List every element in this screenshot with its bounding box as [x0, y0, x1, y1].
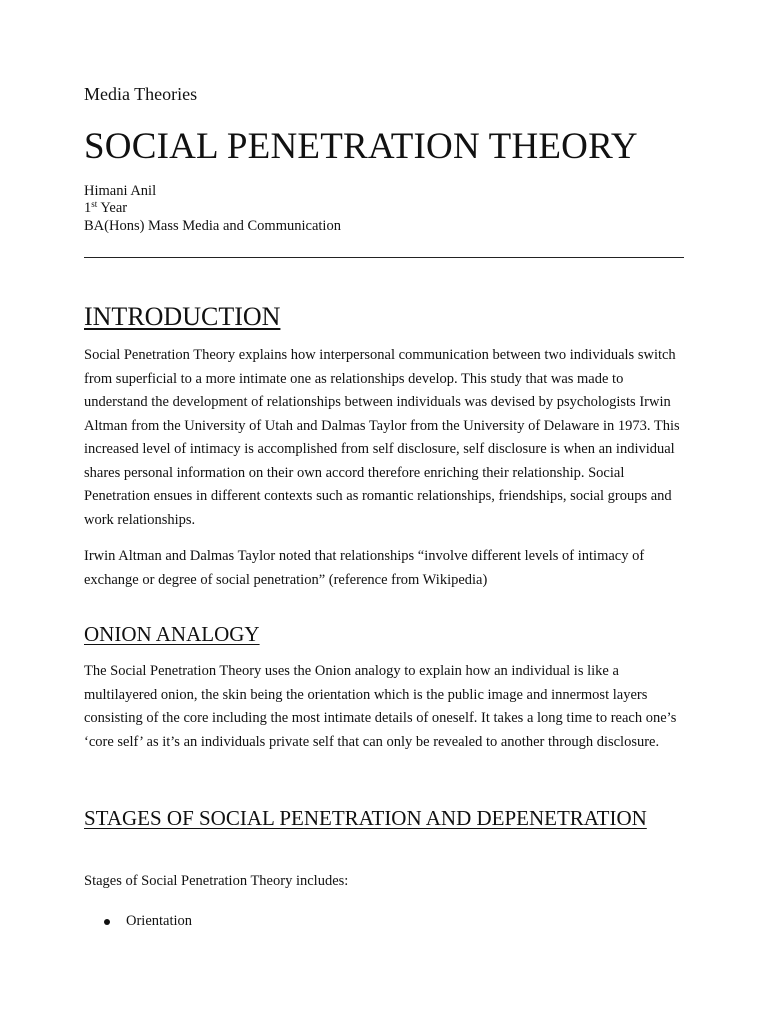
year-number: 1: [84, 200, 92, 216]
author-name: Himani Anil: [84, 183, 157, 199]
program-name: BA(Hons) Mass Media and Communication: [84, 218, 341, 234]
stages-intro-paragraph: Stages of Social Penetration Theory includes:: [84, 873, 349, 889]
bullet-icon: [104, 919, 110, 925]
onion-analogy-heading: ONION ANALOGY: [84, 622, 260, 646]
stage-item-label: Orientation: [126, 913, 193, 929]
stages-heading: STAGES OF SOCIAL PENETRATION AND DEPENETRATION: [84, 806, 647, 830]
year-suffix: st: [91, 199, 98, 209]
year-word: Year: [100, 200, 128, 216]
document-title: SOCIAL PENETRATION THEORY: [84, 126, 638, 167]
academic-year: [84, 199, 127, 217]
course-name: Media Theories: [84, 84, 198, 104]
stages-list-item: [104, 910, 192, 934]
introduction-paragraph-2: Irwin Altman and Dalmas Taylor noted that relationships “involve different levels of intimacy of exchange or degree of social penetration” (reference from Wikipedia): [84, 548, 645, 588]
onion-analogy-paragraph: The Social Penetration Theory uses the Onion analogy to explain how an individual is like a multilayered onion, the skin being the orientation which is the public image and innermost layers consisting of the core including the most intimate details of oneself. It takes a long time to reach one’s ‘core self’ as it’s an individuals private self that can only be revealed to another through disclosure.: [84, 663, 677, 750]
header-divider: [84, 257, 684, 258]
introduction-heading: INTRODUCTION: [84, 302, 281, 331]
introduction-paragraph-1: Social Penetration Theory explains how interpersonal communication between two individuals switch from superficial to a more intimate one as relationships develop. This study that was made to understand the development of relationships between individuals was devised by psychologists Irwin Altman from the University of Utah and Dalmas Taylor from the University of Delaware in 1973. This increased level of intimacy is accomplished from self disclosure, self disclosure is when an individual shares personal information on their own accord therefore enriching their relationship. Social Penetration ensues in different contexts such as romantic relationships, friendships, social groups and work relationships.: [84, 347, 680, 528]
